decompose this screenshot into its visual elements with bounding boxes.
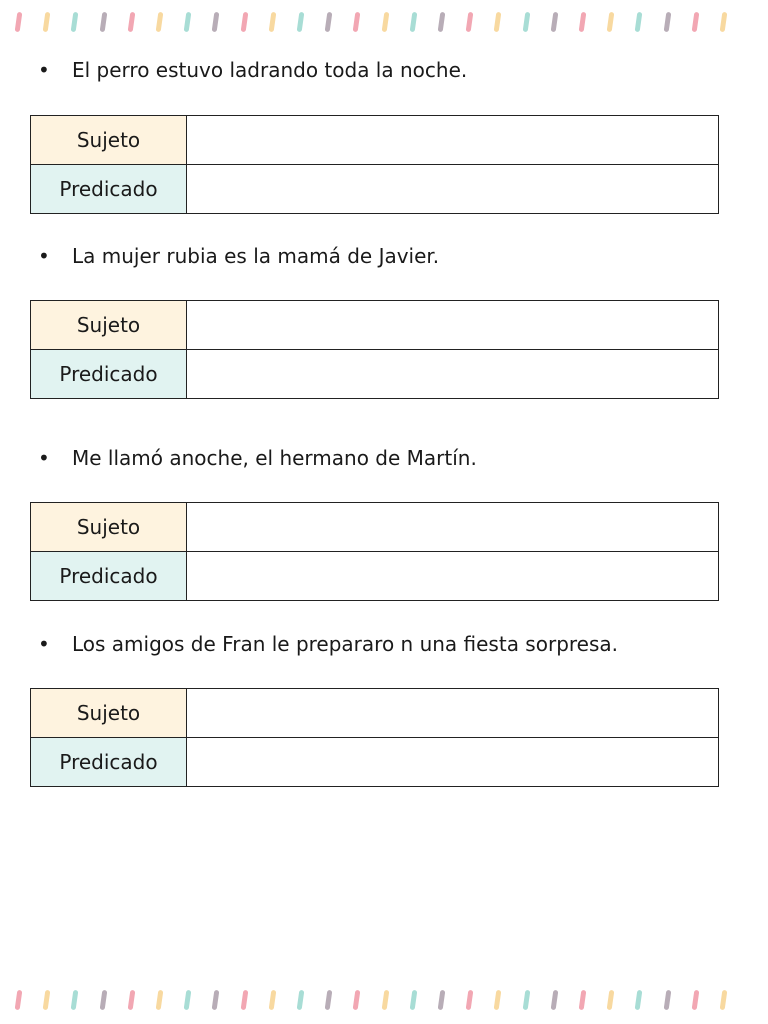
border-dash xyxy=(720,12,728,33)
border-dash xyxy=(522,12,530,33)
border-dash xyxy=(409,990,417,1011)
border-dash xyxy=(184,12,192,33)
border-dash xyxy=(156,990,164,1011)
border-dash xyxy=(522,990,530,1011)
exercise-3-table xyxy=(30,502,719,601)
border-dash xyxy=(15,12,23,33)
border-dash xyxy=(494,12,502,33)
exercise-4-subject-answer[interactable] xyxy=(187,689,719,738)
predicate-row xyxy=(31,165,719,214)
border-dash xyxy=(353,12,361,33)
border-dash xyxy=(550,12,558,33)
border-dash xyxy=(720,990,728,1011)
border-dash xyxy=(184,990,192,1011)
subject-label: Sujeto xyxy=(31,689,187,738)
border-dash xyxy=(71,12,79,33)
border-dash xyxy=(691,990,699,1011)
border-dash xyxy=(99,990,107,1011)
border-dash xyxy=(438,990,446,1011)
border-dash xyxy=(607,990,615,1011)
border-dash xyxy=(579,12,587,33)
border-dash xyxy=(127,12,135,33)
exercise-3-subject-answer[interactable] xyxy=(187,503,719,552)
border-dash xyxy=(240,990,248,1011)
border-dash xyxy=(268,12,276,33)
predicate-row xyxy=(31,738,719,787)
border-dash xyxy=(325,12,333,33)
border-dash xyxy=(15,990,23,1011)
border-dash xyxy=(494,990,502,1011)
exercise-4-sentence xyxy=(38,632,618,656)
border-dash xyxy=(212,990,220,1011)
border-dash xyxy=(297,990,305,1011)
border-dash xyxy=(663,990,671,1011)
subject-row xyxy=(31,503,719,552)
border-dash xyxy=(550,990,558,1011)
bullet-icon: • xyxy=(38,58,50,82)
border-dash xyxy=(691,12,699,33)
bullet-icon: • xyxy=(38,446,50,470)
exercise-2-text: La mujer rubia es la mamá de Javier. xyxy=(72,244,440,268)
predicate-label: Predicado xyxy=(31,350,187,399)
exercise-4-table xyxy=(30,688,719,787)
exercise-1-subject-answer[interactable] xyxy=(187,116,719,165)
border-dash xyxy=(43,12,51,33)
exercise-2-subject-answer[interactable] xyxy=(187,301,719,350)
border-dash xyxy=(99,12,107,33)
bullet-icon: • xyxy=(38,244,50,268)
border-dash xyxy=(212,12,220,33)
border-dash xyxy=(268,990,276,1011)
border-dash xyxy=(579,990,587,1011)
predicate-row xyxy=(31,350,719,399)
predicate-label: Predicado xyxy=(31,738,187,787)
exercise-2-table xyxy=(30,300,719,399)
border-dash xyxy=(240,12,248,33)
subject-row xyxy=(31,689,719,738)
subject-label: Sujeto xyxy=(31,503,187,552)
border-dash xyxy=(663,12,671,33)
exercise-4-text: Los amigos de Fran le prepararo n una fiesta sorpresa. xyxy=(72,632,619,656)
exercise-3-predicate-answer[interactable] xyxy=(187,552,719,601)
exercise-2-sentence xyxy=(38,244,439,268)
border-dash xyxy=(607,12,615,33)
border-dash xyxy=(381,990,389,1011)
border-dash xyxy=(466,12,474,33)
border-dash xyxy=(325,990,333,1011)
decorative-border-bottom xyxy=(0,988,768,1012)
subject-row xyxy=(31,301,719,350)
exercise-1-text: El perro estuvo ladrando toda la noche. xyxy=(72,58,468,82)
border-dash xyxy=(43,990,51,1011)
border-dash xyxy=(71,990,79,1011)
border-dash xyxy=(438,12,446,33)
exercise-2-predicate-answer[interactable] xyxy=(187,350,719,399)
exercise-3-text: Me llamó anoche, el hermano de Martín. xyxy=(72,446,477,470)
predicate-label: Predicado xyxy=(31,552,187,601)
exercise-1-predicate-answer[interactable] xyxy=(187,165,719,214)
border-dash xyxy=(466,990,474,1011)
exercise-4-predicate-answer[interactable] xyxy=(187,738,719,787)
border-dash xyxy=(381,12,389,33)
decorative-border-top xyxy=(0,10,768,34)
border-dash xyxy=(635,990,643,1011)
predicate-label: Predicado xyxy=(31,165,187,214)
border-dash xyxy=(127,990,135,1011)
subject-label: Sujeto xyxy=(31,301,187,350)
subject-label: Sujeto xyxy=(31,116,187,165)
border-dash xyxy=(353,990,361,1011)
exercise-3-sentence xyxy=(38,446,477,470)
exercise-1-table xyxy=(30,115,719,214)
predicate-row xyxy=(31,552,719,601)
border-dash xyxy=(297,12,305,33)
exercise-1-sentence xyxy=(38,58,467,82)
subject-row xyxy=(31,116,719,165)
bullet-icon: • xyxy=(38,632,50,656)
border-dash xyxy=(156,12,164,33)
border-dash xyxy=(409,12,417,33)
border-dash xyxy=(635,12,643,33)
